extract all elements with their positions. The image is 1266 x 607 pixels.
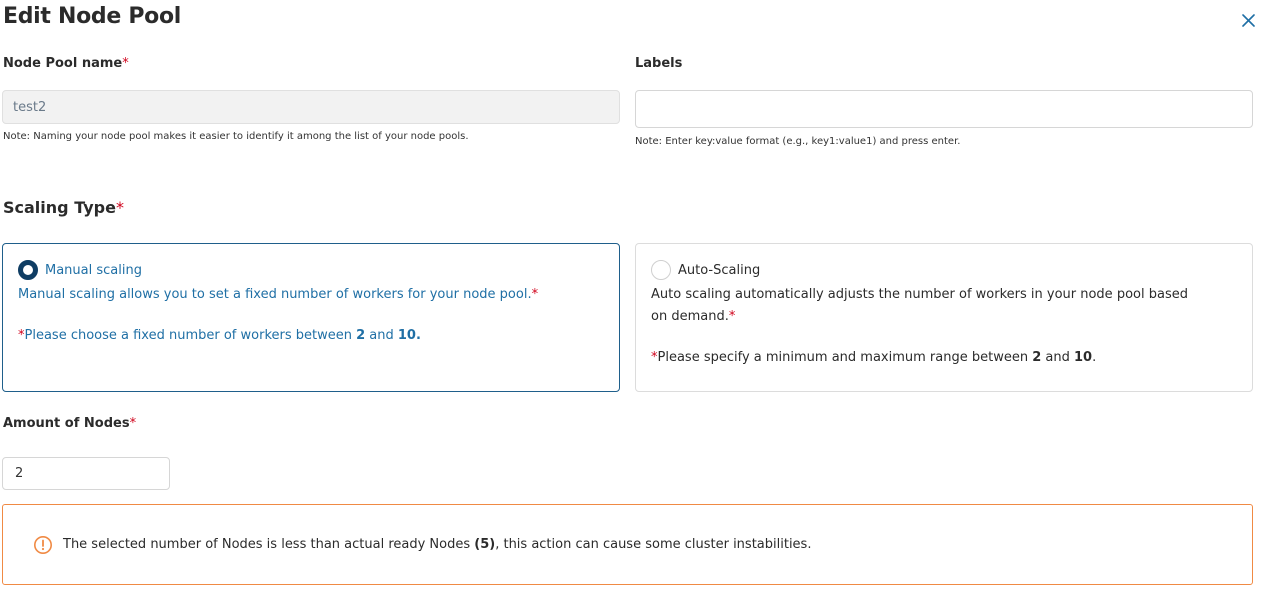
node-pool-name-input[interactable] xyxy=(2,90,620,124)
hint-prefix: Please choose a fixed number of workers between xyxy=(24,328,357,343)
hint-max: 10 xyxy=(1073,350,1093,365)
nodes-warning-banner xyxy=(2,504,1253,585)
manual-scaling-description-text: Manual scaling allows you to set a fixed number of workers for your node pool. xyxy=(18,287,532,302)
hint-max: 10. xyxy=(397,328,421,343)
amount-of-nodes-label-text: Amount of Nodes xyxy=(3,416,130,431)
node-pool-name-label-text: Node Pool name xyxy=(3,56,123,71)
auto-scaling-hint xyxy=(651,348,1237,368)
manual-scaling-title: Manual scaling xyxy=(45,262,142,278)
node-pool-name-label xyxy=(3,56,129,71)
hint-suffix: . xyxy=(1092,350,1097,365)
node-pool-name-note: Note: Naming your node pool makes it easier to identify it among the list of your node pools. xyxy=(3,131,469,142)
auto-scaling-radio[interactable] xyxy=(651,260,671,280)
warning-text xyxy=(63,537,811,552)
hint-and: and xyxy=(1041,350,1074,365)
manual-scaling-radio-row xyxy=(18,260,604,280)
required-mark: * xyxy=(122,56,129,71)
warning-text-prefix: The selected number of Nodes is less than actual ready Nodes xyxy=(63,537,475,552)
amount-of-nodes-input[interactable] xyxy=(2,457,170,490)
labels-input[interactable] xyxy=(635,90,1253,128)
auto-scaling-description-text: Auto scaling automatically adjusts the number of workers in your node pool based on demand. xyxy=(651,287,1188,324)
labels-note: Note: Enter key:value format (e.g., key1:value1) and press enter. xyxy=(635,136,961,147)
required-mark: * xyxy=(531,287,539,302)
hint-and: and xyxy=(365,328,398,343)
warning-text-suffix: , this action can cause some cluster instabilities. xyxy=(495,537,812,552)
warning-circle-icon xyxy=(33,535,53,555)
manual-scaling-description xyxy=(18,284,604,306)
scaling-type-title xyxy=(3,198,124,217)
hint-min: 2 xyxy=(356,328,366,343)
manual-scaling-option[interactable] xyxy=(2,243,620,392)
required-mark: * xyxy=(129,416,137,431)
close-icon xyxy=(1242,14,1255,27)
auto-scaling-option[interactable] xyxy=(635,243,1253,392)
required-mark: * xyxy=(651,350,658,365)
close-button[interactable] xyxy=(1238,10,1258,30)
ready-nodes-count: (5) xyxy=(474,537,496,552)
labels-label: Labels xyxy=(635,56,683,71)
manual-scaling-radio[interactable] xyxy=(18,260,38,280)
hint-min: 2 xyxy=(1032,350,1042,365)
required-mark: * xyxy=(115,198,124,217)
auto-scaling-radio-row xyxy=(651,260,1237,280)
amount-of-nodes-label xyxy=(3,416,136,431)
dialog-title: Edit Node Pool xyxy=(3,4,182,29)
scaling-type-title-text: Scaling Type xyxy=(3,198,116,217)
required-mark: * xyxy=(18,328,25,343)
auto-scaling-description xyxy=(651,284,1237,328)
manual-scaling-hint xyxy=(18,326,604,346)
required-mark: * xyxy=(728,309,736,324)
hint-prefix: Please specify a minimum and maximum range between xyxy=(657,350,1033,365)
auto-scaling-title: Auto-Scaling xyxy=(678,262,761,278)
